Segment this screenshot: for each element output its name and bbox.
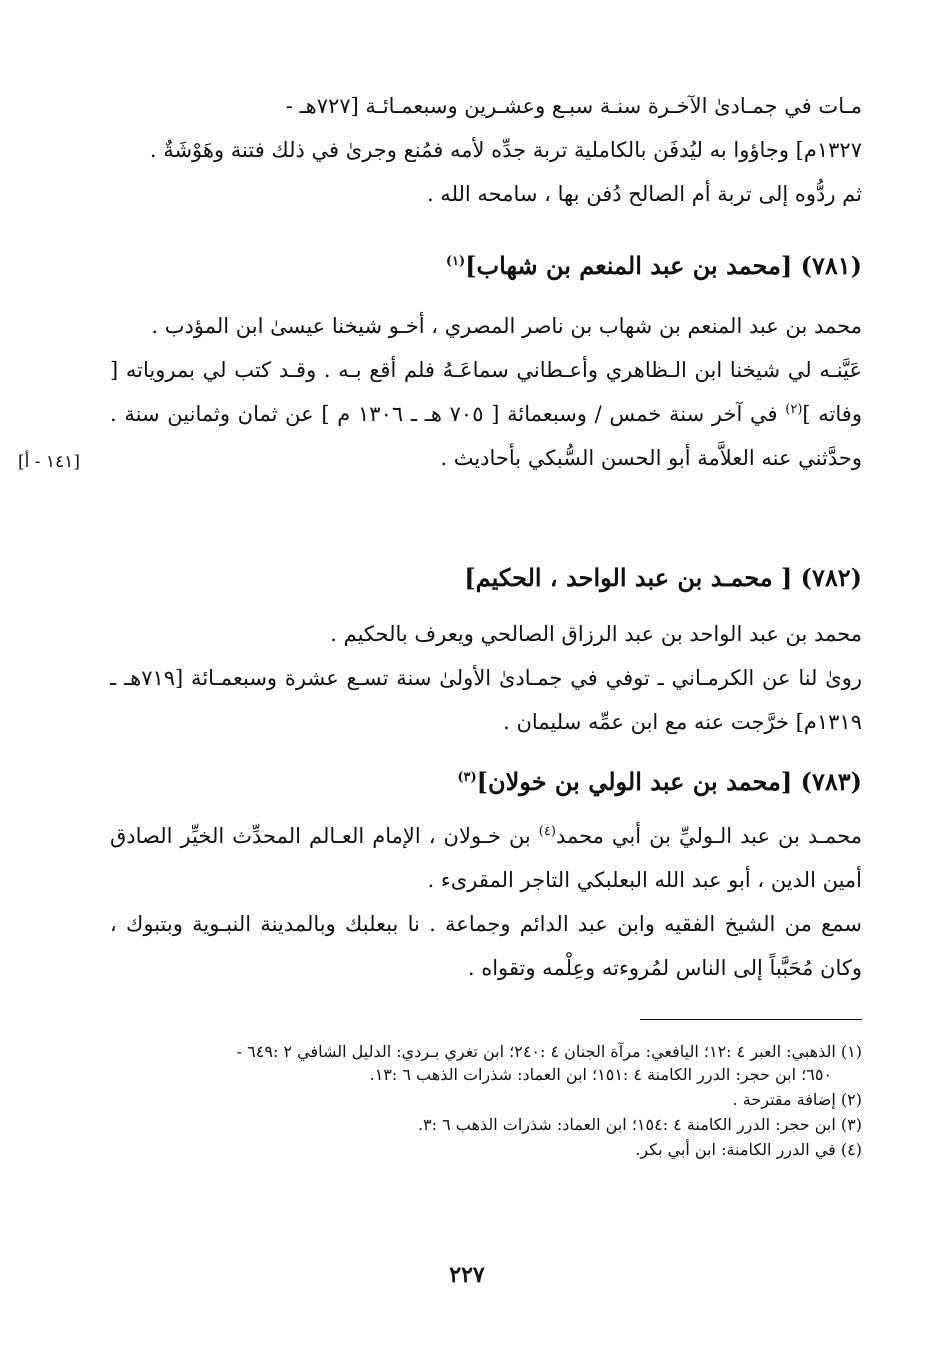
manuscript-folio-marker: [١٤١ - أ]: [18, 452, 80, 472]
footnote-2-text: إضافة مقترحة .: [732, 1090, 836, 1109]
intro-line-1: مـات في جمـادىٰ الآخـرة سنـة سبـع وعشـرين وسبعمـائـة [٧٢٧هـ -: [285, 94, 862, 118]
entry-781-paragraph-2-part-2: في آخر سنة خمس / وسبعمائة [ ٧٠٥ هـ ـ ١٣٠٦ م ] عن ثمان وثمانين سنة . وحدَّثني عنه العلاَّمة أبو الحسن السُّبكي بأحاديث .: [110, 402, 862, 470]
footnote-4: [110, 1138, 862, 1161]
footnote-1-number: (١): [840, 1042, 862, 1061]
footnote-3: [110, 1113, 862, 1136]
intro-line-3: ثم ردُّوه إلى تربة أم الصالح دُفن بها ، سامحه الله .: [426, 182, 862, 206]
footnote-ref-3: (٣): [457, 770, 477, 785]
entry-781: [110, 246, 862, 286]
entry-782-paragraph-2: روىٰ لنا عن الكرمـاني ـ توفي في جمـادىٰ الأولىٰ سنة تسـع عشرة وسبعمـائة [٧١٩هـ ـ ١٣١٩م] خرَّجت عنه مع ابن عمِّه سليمان .: [110, 666, 862, 734]
entry-783-paragraph-1-part-1: محمـد بن عبد الـوليِّ بن أبي محمد: [555, 824, 862, 848]
entry-783-paragraph-1-part-2: بن خـولان ، الإمام العـالم المحدِّث الخيِّر الصادق أمين الدين ، أبو عبد الله البعلبكي التاجر المقرىء .: [110, 824, 862, 892]
entry-781-paragraph-2: [110, 348, 862, 480]
entry-781-paragraph-2-part-1: عَيَّنـه لي شيخنا ابن الـظاهري وأعـطاني سماعَـهُ فلم أقع بـه . وقـد كتب لي بمروياته [ وفاته ]: [110, 358, 862, 426]
page-number: ٢٢٧: [449, 1262, 485, 1288]
entry-782: [110, 558, 862, 598]
footnote-3-text: ابن حجر: الدرر الكامنة ٤ :١٥٤؛ ابن العماد: شذرات الذهب ٦ :٣.: [417, 1115, 836, 1134]
footnote-separator: [640, 1019, 862, 1020]
entry-783-paragraph-2: سمع من الشيخ الفقيه وابن عبد الدائم وجماعة . نا ببعلبك وبالمدينة النبـوية وبتبوك ، وكان مُحَبَّباً إلى الناس لمُروءته وعِلْمه وتقواه .: [110, 912, 862, 980]
footnote-ref-2: (٢): [785, 402, 803, 417]
footnote-ref-1: (١): [445, 254, 466, 269]
entry-782-paragraph-1: محمد بن عبد الواحد بن عبد الرزاق الصالحي ويعرف بالحكيم .: [330, 622, 862, 646]
entry-783-title: [110, 762, 862, 802]
footnote-2-number: (٢): [840, 1090, 862, 1109]
footnote-1-line-1: الذهبي: العبر ٤ :١٢؛ اليافعي: مرآة الجنان ٤ :٢٤٠؛ ابن تغري بـردي: الدليل الشافي ٢ :٦٤٩ -: [236, 1042, 836, 1061]
entry-783: [110, 762, 862, 802]
entry-781-paragraph-1: محمد بن عبد المنعم بن شهاب بن ناصر المصري ، أخـو شيخنا عيسىٰ ابن المؤدب .: [151, 314, 862, 338]
intro-line-2: ١٣٢٧م] وجاؤوا به ليُدفَن بالكاملية تربة جدِّه لأمه فمُنع وجرىٰ في ذلك فتنة وهَوْشَةٌ .: [149, 138, 862, 162]
entry-781-title-text: (٧٨١) [محمد بن عبد المنعم بن شهاب]: [465, 251, 862, 280]
entry-783-paragraph-1: [110, 814, 862, 902]
footnote-ref-4: (٤): [538, 824, 556, 839]
footnotes: [110, 1040, 862, 1163]
footnote-2: [110, 1088, 862, 1111]
entry-782-body: [110, 612, 862, 744]
footnote-4-text: في الدرر الكامنة: ابن أبي بكر.: [635, 1140, 836, 1159]
entry-783-title-text: (٧٨٣) [محمد بن عبد الولي بن خولان]: [476, 767, 862, 796]
footnote-4-number: (٤): [840, 1140, 862, 1159]
entry-781-title: [110, 246, 862, 286]
footnote-1: [110, 1040, 862, 1086]
entry-783-body: [110, 814, 862, 990]
footnote-1-line-2: ٦٥٠؛ ابن حجر: الدرر الكامنة ٤ :١٥١؛ ابن العماد: شذرات الذهب ٦ :١٣.: [369, 1065, 832, 1084]
footnote-3-number: (٣): [840, 1115, 862, 1134]
entry-782-title: (٧٨٢) [ محمـد بن عبد الواحد ، الحكيم]: [464, 563, 862, 592]
entry-781-body: [110, 304, 862, 480]
intro-paragraph: [110, 84, 862, 216]
